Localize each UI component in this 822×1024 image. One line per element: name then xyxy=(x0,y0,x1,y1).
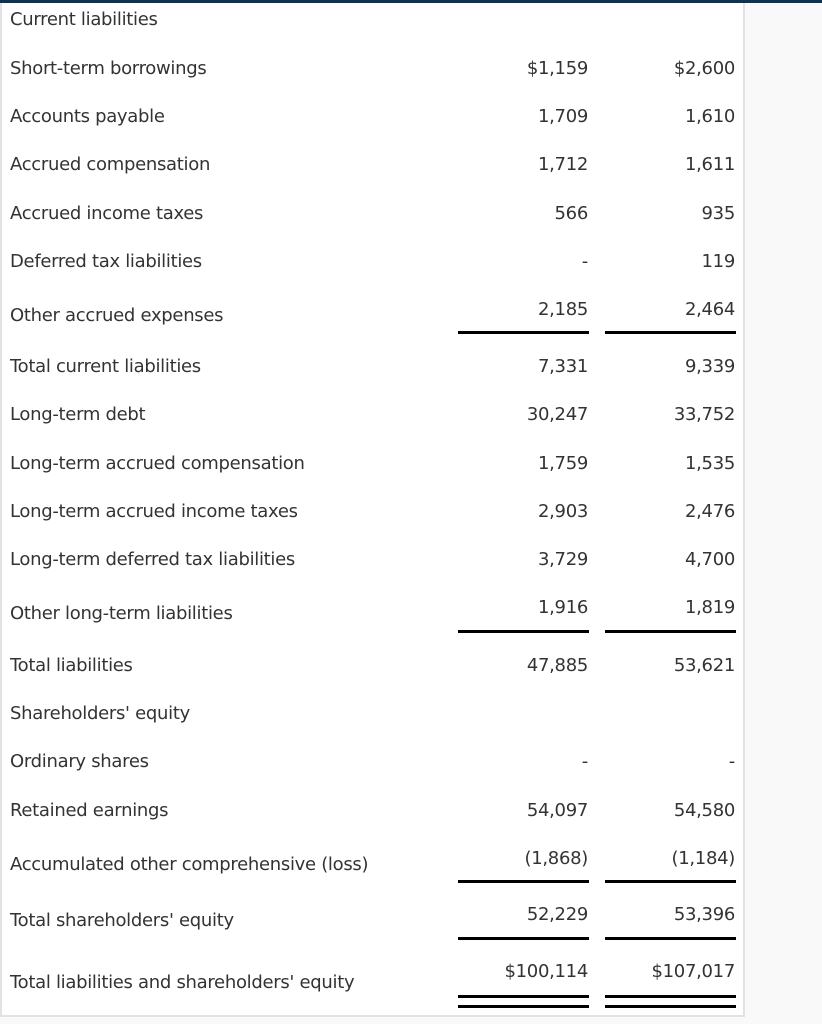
row-long-term-deferred-tax-liabilities xyxy=(0,548,745,572)
value-col1: 2,903 xyxy=(537,501,588,522)
row-label: Deferred tax liabilities xyxy=(10,251,202,272)
double-rule-top-col1 xyxy=(458,995,589,998)
double-rule-bottom-col2 xyxy=(605,1005,736,1008)
value-col1: 2,185 xyxy=(537,299,588,320)
row-label: Short-term borrowings xyxy=(10,58,207,79)
subtotal-rule-col2 xyxy=(605,880,736,883)
value-col2: 4,700 xyxy=(684,549,735,570)
value-col1: 47,885 xyxy=(526,655,588,676)
row-other-accrued-expenses xyxy=(0,299,745,328)
value-col1: - xyxy=(581,751,588,772)
row-shareholders-equity-heading xyxy=(0,702,745,726)
row-deferred-tax-liabilities xyxy=(0,250,745,274)
subtotal-rule-col2 xyxy=(605,630,736,633)
row-label: Long-term deferred tax liabilities xyxy=(10,549,295,570)
row-label: Total liabilities and shareholders' equity xyxy=(10,972,355,993)
value-col1: 1,709 xyxy=(537,106,588,127)
row-label: Current liabilities xyxy=(10,9,158,30)
value-col1: 1,916 xyxy=(537,597,588,618)
value-col2: $2,600 xyxy=(673,58,735,79)
row-retained-earnings xyxy=(0,799,745,823)
row-label: Retained earnings xyxy=(10,800,169,821)
subtotal-rule-col1 xyxy=(458,331,589,334)
row-label: Accrued compensation xyxy=(10,154,211,175)
value-col2: (1,184) xyxy=(671,848,735,869)
row-total-liabilities xyxy=(0,654,745,678)
value-col1: - xyxy=(581,251,588,272)
row-label: Long-term accrued income taxes xyxy=(10,501,298,522)
row-label: Other long-term liabilities xyxy=(10,603,233,624)
row-short-term-borrowings xyxy=(0,57,745,81)
row-label: Total shareholders' equity xyxy=(10,910,234,931)
double-rule-bottom-col1 xyxy=(458,1005,589,1008)
row-total-liabilities-and-equity xyxy=(0,961,745,995)
value-col2: 935 xyxy=(701,203,735,224)
row-label: Long-term debt xyxy=(10,404,146,425)
row-label: Total liabilities xyxy=(10,655,133,676)
value-col2: 54,580 xyxy=(673,800,735,821)
value-col1: 52,229 xyxy=(526,904,588,925)
value-col1: (1,868) xyxy=(524,848,588,869)
row-total-current-liabilities xyxy=(0,355,745,379)
value-col1: $100,114 xyxy=(504,961,588,982)
row-accrued-income-taxes xyxy=(0,202,745,226)
value-col1: 1,759 xyxy=(537,453,588,474)
value-col1: 7,331 xyxy=(537,356,588,377)
value-col1: 566 xyxy=(554,203,588,224)
row-long-term-accrued-compensation xyxy=(0,452,745,476)
value-col2: 1,610 xyxy=(684,106,735,127)
double-rule-top-col2 xyxy=(605,995,736,998)
value-col2: 53,396 xyxy=(673,904,735,925)
subtotal-rule-col1 xyxy=(458,937,589,940)
value-col2: $107,017 xyxy=(651,961,735,982)
value-col2: 1,535 xyxy=(684,453,735,474)
subtotal-rule-col2 xyxy=(605,937,736,940)
row-label: Other accrued expenses xyxy=(10,305,224,326)
value-col1: 30,247 xyxy=(526,404,588,425)
value-col2: 2,476 xyxy=(684,501,735,522)
row-long-term-accrued-income-taxes xyxy=(0,500,745,524)
row-long-term-debt xyxy=(0,403,745,427)
value-col2: 1,819 xyxy=(684,597,735,618)
value-col2: - xyxy=(728,751,735,772)
row-accounts-payable xyxy=(0,105,745,129)
row-ordinary-shares xyxy=(0,750,745,774)
row-other-long-term-liabilities xyxy=(0,597,745,626)
value-col1: 3,729 xyxy=(537,549,588,570)
row-accrued-compensation xyxy=(0,153,745,177)
row-label: Accrued income taxes xyxy=(10,203,204,224)
subtotal-rule-col2 xyxy=(605,331,736,334)
subtotal-rule-col1 xyxy=(458,630,589,633)
row-label: Ordinary shares xyxy=(10,751,149,772)
value-col2: 9,339 xyxy=(684,356,735,377)
value-col1: 54,097 xyxy=(526,800,588,821)
value-col1: $1,159 xyxy=(526,58,588,79)
subtotal-rule-col1 xyxy=(458,880,589,883)
row-label: Total current liabilities xyxy=(10,356,201,377)
value-col2: 2,464 xyxy=(684,299,735,320)
row-label: Accounts payable xyxy=(10,106,165,127)
value-col2: 33,752 xyxy=(673,404,735,425)
value-col2: 119 xyxy=(701,251,735,272)
row-total-shareholders-equity xyxy=(0,904,745,933)
row-current-liabilities xyxy=(0,8,745,32)
row-label: Shareholders' equity xyxy=(10,703,190,724)
row-label: Long-term accrued compensation xyxy=(10,453,305,474)
row-label: Accumulated other comprehensive (loss) xyxy=(10,854,369,875)
row-accumulated-oci xyxy=(0,848,745,877)
value-col1: 1,712 xyxy=(537,154,588,175)
value-col2: 53,621 xyxy=(673,655,735,676)
value-col2: 1,611 xyxy=(684,154,735,175)
